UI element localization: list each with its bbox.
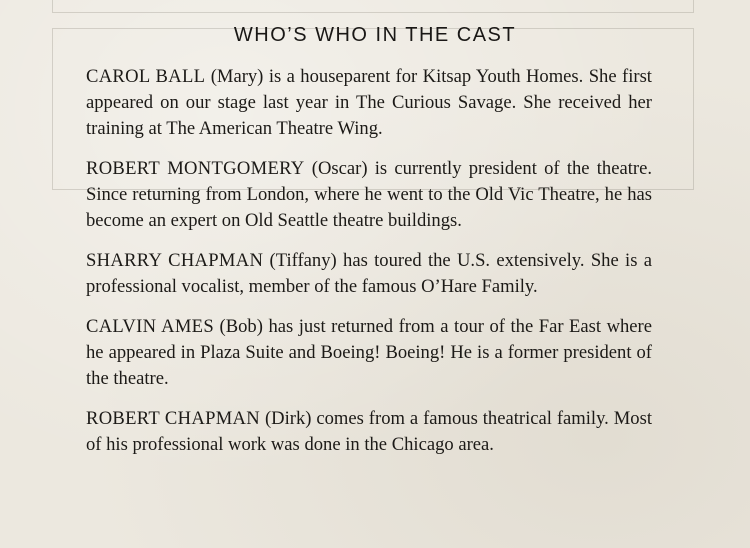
cast-name: CALVIN AMES: [86, 316, 214, 337]
cast-entry-robert-montgomery: [86, 156, 652, 234]
cast-name: SHARRY CHAPMAN: [86, 250, 264, 271]
cast-bio: is currently president of the theatre. Since returning from London, where he went to the Old Vic Theatre, he has become an expert on Old Seattle theatre buildings.: [86, 158, 652, 231]
cast-bio: comes from a famous theatrical family. Most of his professional work was done in the Chicago area.: [86, 408, 652, 455]
cast-name: ROBERT MONTGOMERY: [86, 158, 305, 179]
cast-role: (Bob): [219, 316, 263, 337]
cast-name: ROBERT CHAPMAN: [86, 408, 261, 429]
cast-entry-robert-chapman: [86, 406, 652, 458]
cast-role: (Tiffany): [269, 250, 337, 271]
cast-entry-calvin-ames: [86, 314, 652, 392]
cast-role: (Mary): [210, 66, 264, 87]
cast-role: (Oscar): [311, 158, 368, 179]
cast-bio: is a houseparent for Kitsap Youth Homes. She first appeared on our stage last year in The Curious Savage. She received her training at The American Theatre Wing.: [86, 66, 652, 139]
cast-entry-carol-ball: [86, 64, 652, 142]
cast-bio: has just returned from a tour of the Far East where he appeared in Plaza Suite and Boeing! Boeing! He is a former president of the theatre.: [86, 316, 653, 389]
cast-bio: has toured the U.S. extensively. She is a professional vocalist, member of the famous O’Hare Family.: [86, 250, 652, 297]
faint-frame-top: [52, 0, 694, 13]
cast-entry-sharry-chapman: [86, 248, 652, 300]
cast-role: (Dirk): [264, 408, 312, 429]
cast-name: CAROL BALL: [86, 66, 206, 87]
cast-list: [86, 64, 652, 472]
section-heading: WHO’S WHO IN THE CAST: [233, 24, 517, 46]
